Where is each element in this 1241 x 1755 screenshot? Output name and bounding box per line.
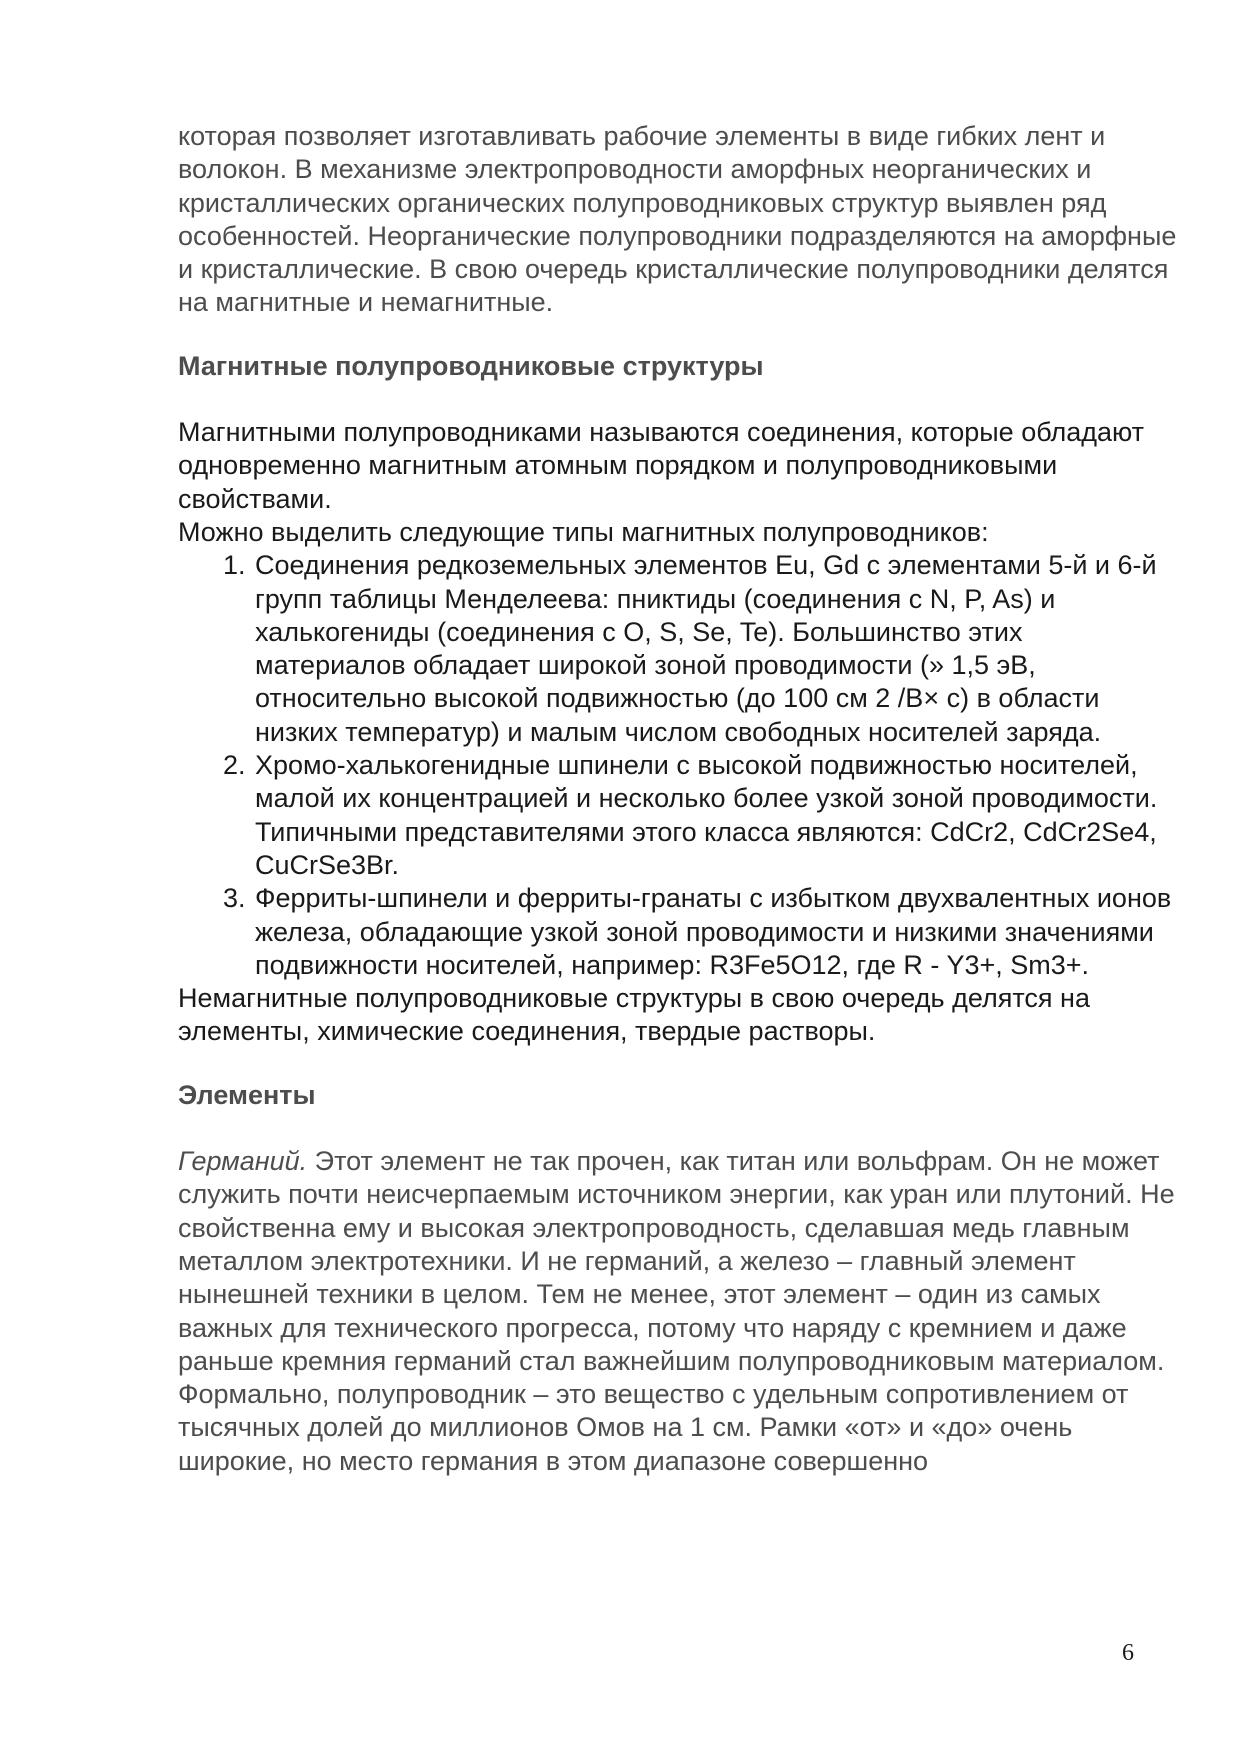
magnetic-types-list xyxy=(178,549,1178,982)
section-heading-elements: Элементы xyxy=(178,1079,316,1110)
page-number: 6 xyxy=(1122,1640,1134,1666)
section-heading-magnetic: Магнитные полупроводниковые структуры xyxy=(178,350,764,381)
germanium-lead-italic: Германий. xyxy=(178,1146,308,1177)
list-item: 3. Ферриты-шпинели и ферриты-гранаты с избытком двухвалентных ионов железа, обладающие узкой зоной проводимости и низкими значениями подвижности носителей, например: R3Fe5O12, где R - Y3+, Sm3+. xyxy=(253,882,1178,982)
magnetic-definition-paragraph: Магнитными полупроводниками называются соединения, которые обладают одновременно магнитным атомным порядком и полупроводниковыми свойствами. xyxy=(178,417,1145,514)
list-item: 2. Хромо-халькогенидные шпинели с высокой подвижностью носителей, малой их концентрацией и несколько более узкой зоной проводимости. Типичными представителями этого класса являются: CdCr2, CdCr2Se4, CuCrSe3Br. xyxy=(253,749,1178,882)
intro-paragraph: которая позволяет изготавливать рабочие элементы в виде гибких лент и волокон. В механизме электропроводности аморфных неорганических и кристаллических органических полупроводниковых структур выявлен ряд особенностей. Неорганические полупроводники подразделяются на аморфные и кристаллические. В свою очередь кристаллические полупроводники делятся на магнитные и немагнитные. xyxy=(178,121,1177,318)
page-content xyxy=(178,120,1178,1478)
germanium-body-text: Этот элемент не так прочен, как титан или вольфрам. Он не может служить почти неисчерпаемым источником энергии, как уран или плутоний. Не свойственна ему и высокая электропроводность, сделавшая медь главным металлом электротехники. И не германий, а железо – главный элемент нынешней техники в целом. Тем не менее, этот элемент – один из самых важных для технического прогресса, потому что наряду с кремнием и даже раньше кремния германий стал важнейшим полупроводниковым материалом. Формально, полупроводник – это вещество с удельным сопротивлением от тысячных долей до миллионов Омов на 1 см. Рамки «от» и «до» очень широкие, но место германия в этом диапазоне совершенно xyxy=(178,1146,1175,1476)
magnetic-list-intro: Можно выделить следующие типы магнитных полупроводников: xyxy=(178,516,989,547)
list-item: 1. Соединения редкоземельных элементов Eu, Gd с элементами 5-й и 6-й групп таблицы Менделеева: пниктиды (соединения с N, P, As) и халькогениды (соединения с O, S, Se, Te). Большинство этих материалов обладает широкой зоной проводимости (» 1,5 эВ, относительно высокой подвижностью (до 100 см 2 /В× с) в области низких температур) и малым числом свободных носителей заряда. xyxy=(253,549,1178,749)
germanium-paragraph xyxy=(178,1145,1178,1478)
nonmagnetic-paragraph: Немагнитные полупроводниковые структуры в свою очередь делятся на элементы, химические соединения, твердые растворы. xyxy=(178,983,1090,1047)
